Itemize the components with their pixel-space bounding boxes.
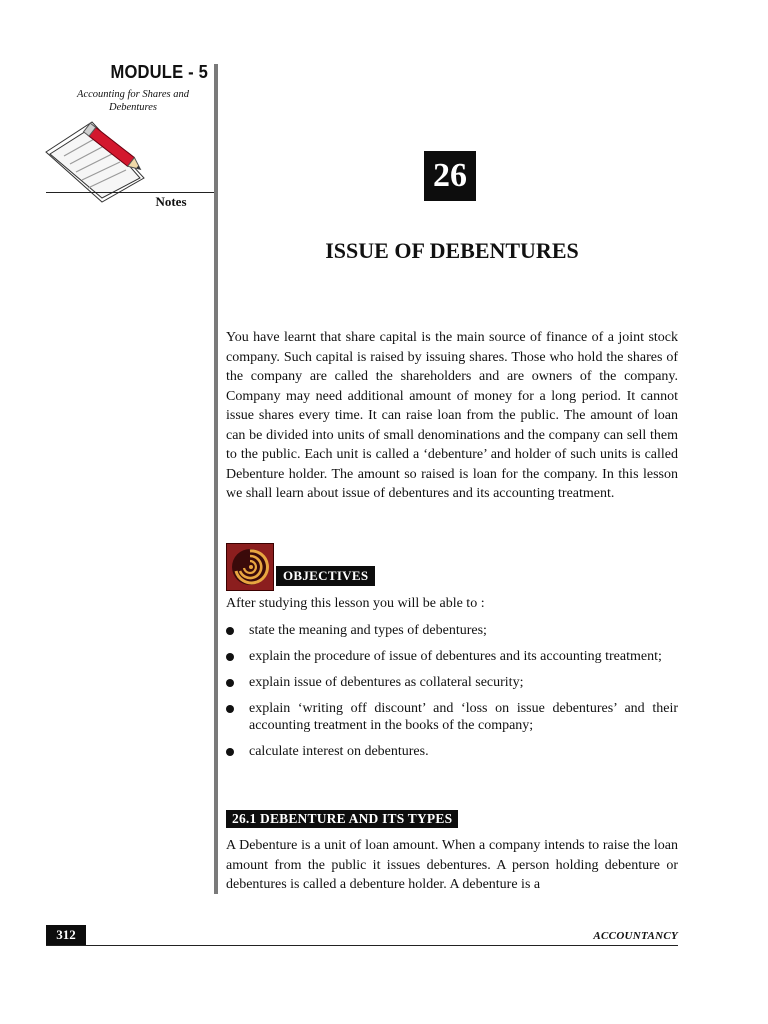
- margin-bar: [214, 64, 218, 894]
- intro-paragraph: You have learnt that share capital is the main source of finance of a joint stock company. Such capital is raised by issuing shares. Those who hold the shares of the company are called the shareholders and are owners of the company. Company may need additional amount of money for a long period. It cannot issue shares every time. It can raise loan from the public. The amount of loan can be divided into units of small denominations and the company can sell them to the public. Each unit is called a ‘debenture’ and holder of such units is called Debenture holder. The amount so raised is loan for the company. In this lesson we shall learn about issue of debentures and its accounting treatment.: [226, 330, 678, 501]
- objective-item: [226, 648, 678, 665]
- target-spiral-icon: [226, 543, 274, 591]
- bullet-icon: [226, 705, 234, 713]
- objective-item: [226, 700, 678, 734]
- objective-item: [226, 743, 678, 760]
- section-heading: 26.1 DEBENTURE AND ITS TYPES: [226, 810, 458, 828]
- module-label: MODULE - 5: [110, 62, 208, 82]
- chapter-number: 26: [424, 151, 476, 201]
- objective-text: explain ‘writing off discount’ and ‘loss on issue debentures’ and their accounting treatment in the books of the company;: [249, 701, 678, 733]
- objective-text: explain issue of debentures as collateral security;: [249, 675, 524, 690]
- objectives-heading: OBJECTIVES: [276, 566, 375, 586]
- section-paragraph: A Debenture is a unit of loan amount. When a company intends to raise the loan amount from the public it issues debentures. A person holding debenture or debentures is called a debenture holder. A debenture is a: [226, 838, 678, 892]
- notes-label: Notes: [155, 194, 187, 209]
- bullet-icon: [226, 653, 234, 661]
- objectives-intro: After studying this lesson you will be able to :: [226, 596, 485, 611]
- objective-item: [226, 622, 678, 639]
- bullet-icon: [226, 627, 234, 635]
- footer-label: ACCOUNTANCY: [593, 930, 678, 942]
- module-subtitle: Accounting for Shares and Debentures: [77, 89, 189, 113]
- notes-divider: [46, 192, 214, 193]
- page-number: 312: [46, 925, 86, 945]
- objective-item: [226, 674, 678, 691]
- objective-text: state the meaning and types of debentures;: [249, 623, 487, 638]
- bullet-icon: [226, 679, 234, 687]
- chapter-title: ISSUE OF DEBENTURES: [325, 238, 579, 263]
- bullet-icon: [226, 748, 234, 756]
- objectives-list: [226, 622, 678, 769]
- objective-text: explain the procedure of issue of debentures and its accounting treatment;: [249, 649, 662, 664]
- footer-divider: [46, 945, 678, 946]
- objective-text: calculate interest on debentures.: [249, 744, 429, 759]
